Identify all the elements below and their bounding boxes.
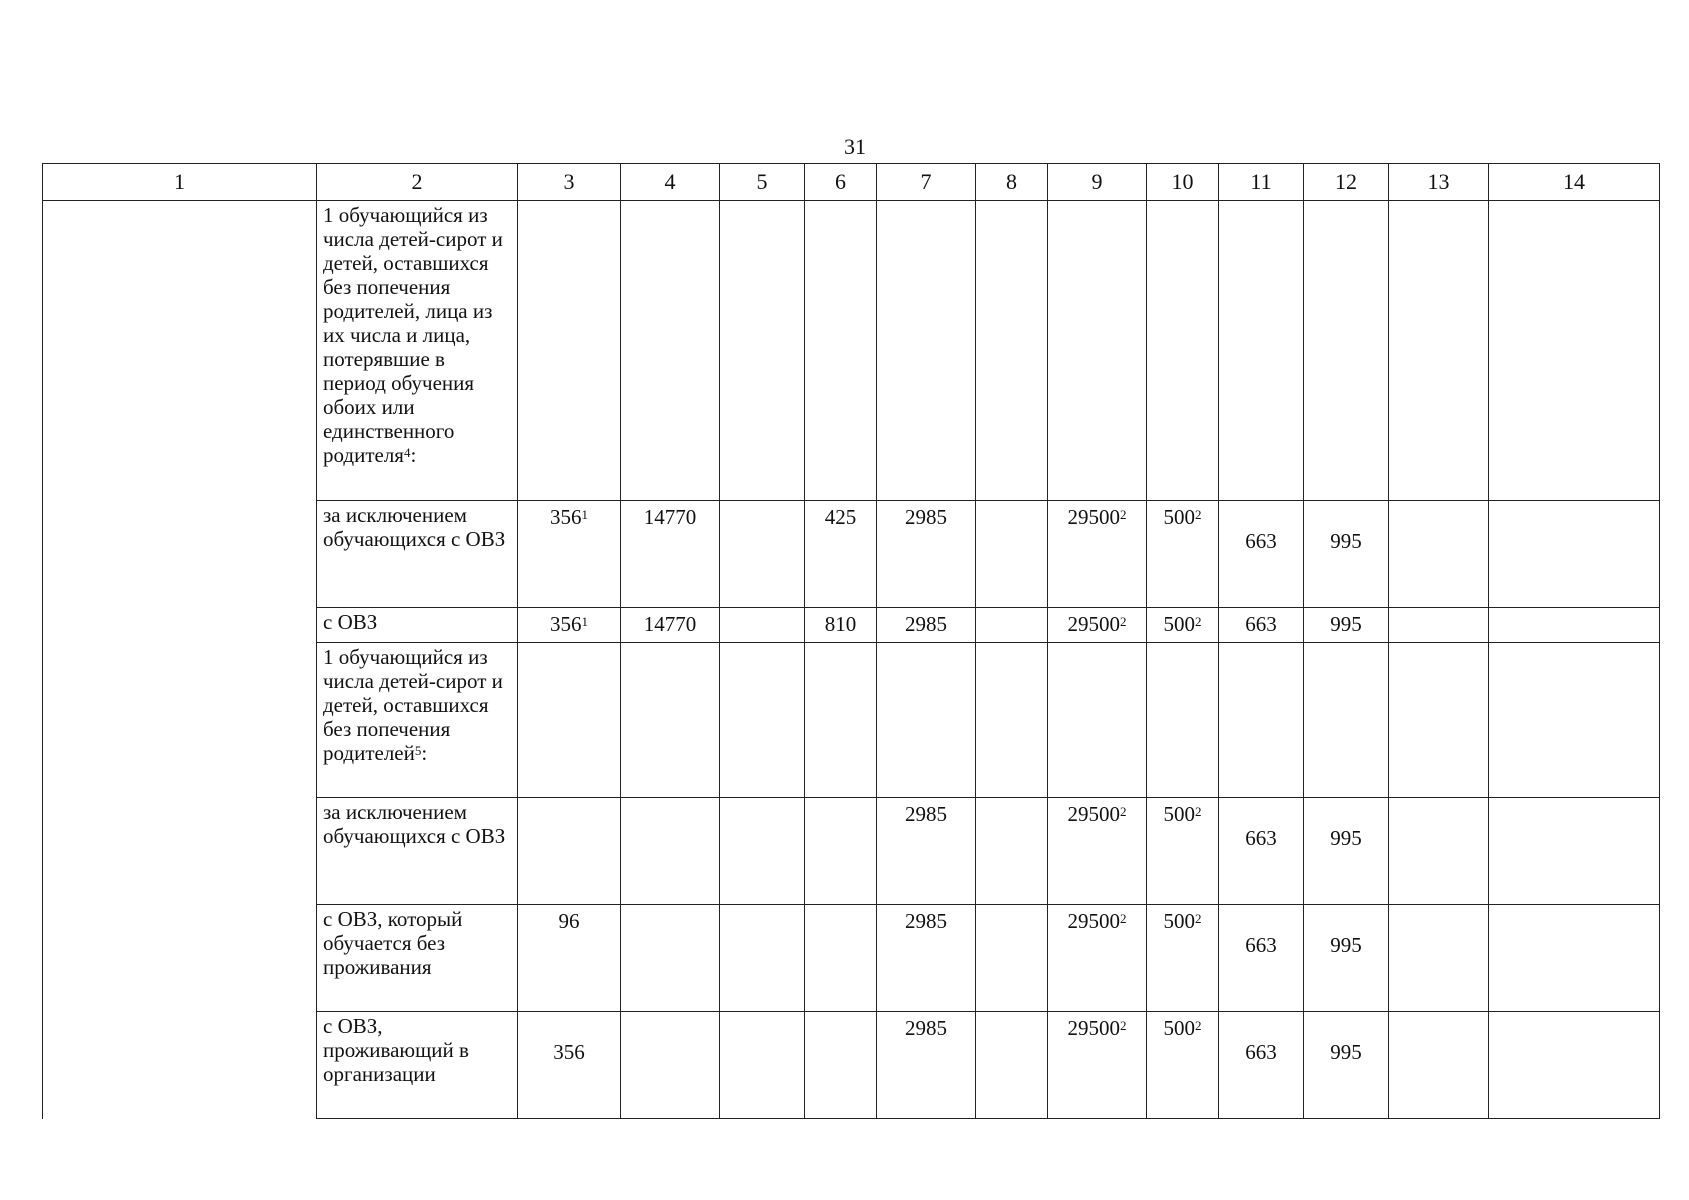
column-header: 8 <box>976 164 1048 201</box>
cell-c12: 995 <box>1304 608 1389 643</box>
cell-c3: $356^1$ <box>518 608 621 643</box>
cell-c9: 29500$^2$ <box>1048 501 1147 608</box>
column-header: 11 <box>1219 164 1304 201</box>
cell-c12: 995 <box>1304 905 1389 1012</box>
cell-c12: 995 <box>1304 501 1389 608</box>
cell-c3: $356^1$ <box>518 501 621 608</box>
cell-c11: 663 <box>1219 798 1304 905</box>
row-label: за исключением обучающихся с ОВЗ <box>317 501 518 608</box>
cell-c11: 663 <box>1219 1012 1304 1119</box>
row-label: за исключением обучающихся с ОВЗ <box>317 798 518 905</box>
cell-c9: 29500$^2$ <box>1048 905 1147 1012</box>
cell-c7: 2985 <box>877 501 976 608</box>
cell-c7: 2985 <box>877 608 976 643</box>
column-header: 3 <box>518 164 621 201</box>
cell-c11: 663 <box>1219 501 1304 608</box>
cell-c10: $500^2$ <box>1147 905 1219 1012</box>
column-header: 7 <box>877 164 976 201</box>
column-header: 6 <box>805 164 877 201</box>
column-header: 13 <box>1389 164 1489 201</box>
cell-c3: 356 <box>518 1012 621 1119</box>
cell-c7: 2985 <box>877 905 976 1012</box>
row-label: с ОВЗ <box>317 608 518 643</box>
cell-c9: 29500$^2$ <box>1048 798 1147 905</box>
column-header: 4 <box>621 164 720 201</box>
cell-c10: $500^2$ <box>1147 798 1219 905</box>
column-header: 5 <box>720 164 805 201</box>
cell-c9: 29500$^2$ <box>1048 1012 1147 1119</box>
cell-c9: 29500$^2$ <box>1048 608 1147 643</box>
row-label: 1 обучающийся из числа детей-сирот и детей, оставшихся без попечения родителей$^5$: <box>317 643 518 798</box>
cell-c4: 14770 <box>621 608 720 643</box>
column-1-cell <box>43 201 317 1119</box>
page-number: 31 <box>844 134 866 159</box>
column-header: 10 <box>1147 164 1219 201</box>
cell-c7: 2985 <box>877 1012 976 1119</box>
cell-c10: $500^2$ <box>1147 501 1219 608</box>
column-header: 1 <box>43 164 317 201</box>
cell-c11: 663 <box>1219 905 1304 1012</box>
table-row <box>43 201 1660 501</box>
cell-c12: 995 <box>1304 1012 1389 1119</box>
cell-c3: 96 <box>518 905 621 1012</box>
row-label: 1 обучающийся из числа детей-сирот и детей, оставшихся без попечения родителей, лица из их числа и лица, потерявшие в период обучения обоих или единственного родителя$^4$: <box>317 201 518 501</box>
column-header: 2 <box>317 164 518 201</box>
tariff-table <box>42 163 1660 1119</box>
cell-c11: 663 <box>1219 608 1304 643</box>
cell-c12: 995 <box>1304 798 1389 905</box>
row-label: с ОВЗ, проживающий в организации <box>317 1012 518 1119</box>
cell-c7: 2985 <box>877 798 976 905</box>
column-header: 9 <box>1048 164 1147 201</box>
cell-c10: $500^2$ <box>1147 608 1219 643</box>
cell-c6: 425 <box>805 501 877 608</box>
column-header: 14 <box>1489 164 1660 201</box>
cell-c4: 14770 <box>621 501 720 608</box>
cell-c6: 810 <box>805 608 877 643</box>
cell-c10: $500^2$ <box>1147 1012 1219 1119</box>
table-header-row <box>43 164 1660 201</box>
row-label: с ОВЗ, который обучается без проживания <box>317 905 518 1012</box>
column-header: 12 <box>1304 164 1389 201</box>
